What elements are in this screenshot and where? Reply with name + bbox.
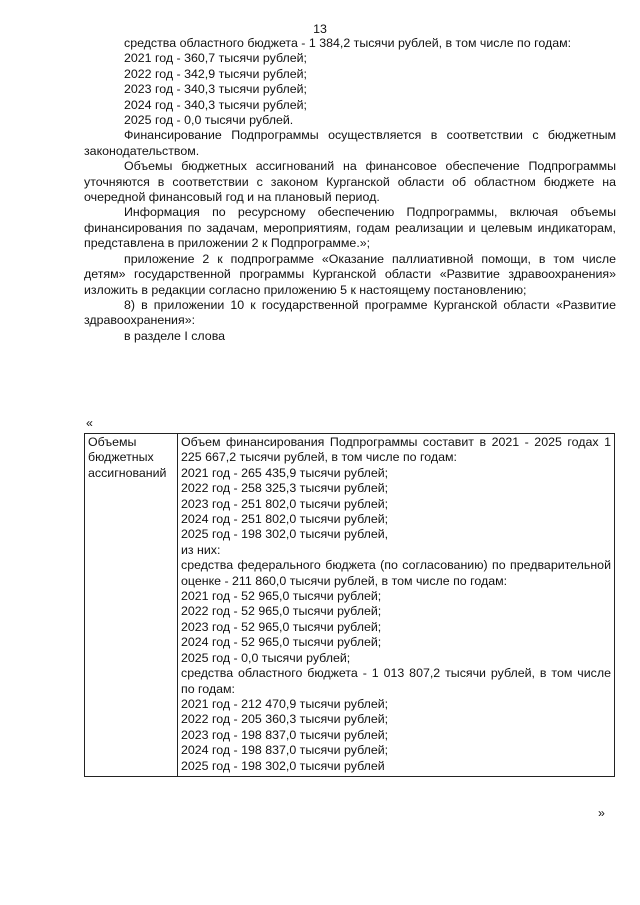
paragraph: Финансирование Подпрограммы осуществляется в соответствии с бюджетным законодательством. — [84, 128, 616, 158]
budget-allocation-table — [84, 433, 615, 777]
table-label-cell: Объемы бюджетных ассигнований — [85, 434, 178, 777]
table-line: 2025 год - 198 302,0 тысячи рублей — [181, 758, 385, 773]
body-text — [84, 36, 616, 344]
paragraph: приложение 2 к подпрограмме «Оказание паллиативной помощи, в том числе детям» государственной программы Курганской области «Развитие здравоохранения» изложить в редакции согласно приложению 5 к настоящему постановлению; — [84, 251, 616, 297]
paragraph: Информация по ресурсному обеспечению Подпрограммы, включая объемы финансирования по задачам, мероприятиям, годам реализации и целевым индикаторам, представлена в приложении 2 к Подпрограмме.»; — [84, 205, 616, 251]
table-line: 2022 год - 205 360,3 тысячи рублей; — [181, 712, 389, 727]
table-line: 2023 год - 198 837,0 тысячи рублей; — [181, 727, 389, 742]
paragraph: средства областного бюджета - 1 384,2 тысячи рублей, в том числе по годам: — [124, 36, 572, 50]
paragraph: 8) в приложении 10 к государственной программе Курганской области «Развитие здравоохранения»: — [84, 297, 616, 328]
table-line: 2023 год - 52 965,0 тысячи рублей; — [181, 619, 382, 634]
table-line: 2021 год - 212 470,9 тысячи рублей; — [181, 696, 389, 711]
table-line: 2022 год - 258 325,3 тысячи рублей; — [181, 481, 389, 496]
table-line: 2025 год - 198 302,0 тысячи рублей, — [181, 527, 389, 542]
paragraph: 2021 год - 360,7 тысячи рублей; — [124, 51, 307, 66]
table-line: из них: — [181, 542, 221, 557]
table-line: Объем финансирования Подпрограммы составит в 2021 - 2025 годах 1 225 667,2 тысячи рублей, в том числе по годам: — [181, 435, 611, 465]
opening-quote-mark: « — [86, 416, 93, 430]
paragraph: 2024 год - 340,3 тысячи рублей; — [124, 97, 307, 112]
page-number: 13 — [313, 22, 327, 36]
paragraph: 2022 год - 342,9 тысячи рублей; — [124, 66, 307, 81]
table-line: 2023 год - 251 802,0 тысячи рублей; — [181, 496, 389, 511]
paragraph: Объемы бюджетных ассигнований на финансовое обеспечение Подпрограммы уточняются в соответствии с законом Курганской области об областном бюджете на очередной финансовый год и на плановый период. — [84, 159, 616, 205]
table-line: средства областного бюджета - 1 013 807,2 тысячи рублей, в том числе по годам: — [181, 666, 611, 696]
table-line: 2024 год - 52 965,0 тысячи рублей; — [181, 635, 382, 650]
paragraph: в разделе I слова — [124, 328, 226, 343]
table-line: 2021 год - 52 965,0 тысячи рублей; — [181, 589, 382, 604]
table-line: 2025 год - 0,0 тысячи рублей; — [181, 650, 351, 665]
table-line: средства федерального бюджета (по согласованию) по предварительной оценке - 211 860,0 тысячи рублей, в том числе по годам: — [181, 558, 611, 588]
table-line: 2024 год - 251 802,0 тысячи рублей; — [181, 512, 389, 527]
table-content-cell — [178, 434, 615, 777]
table-line: 2021 год - 265 435,9 тысячи рублей; — [181, 465, 389, 480]
paragraph: 2023 год - 340,3 тысячи рублей; — [124, 82, 307, 97]
table-line: 2022 год - 52 965,0 тысячи рублей; — [181, 604, 382, 619]
paragraph: 2025 год - 0,0 тысячи рублей. — [124, 113, 294, 128]
table-line: 2024 год - 198 837,0 тысячи рублей; — [181, 743, 389, 758]
table-row — [85, 434, 615, 777]
closing-quote-mark: » — [598, 806, 605, 820]
